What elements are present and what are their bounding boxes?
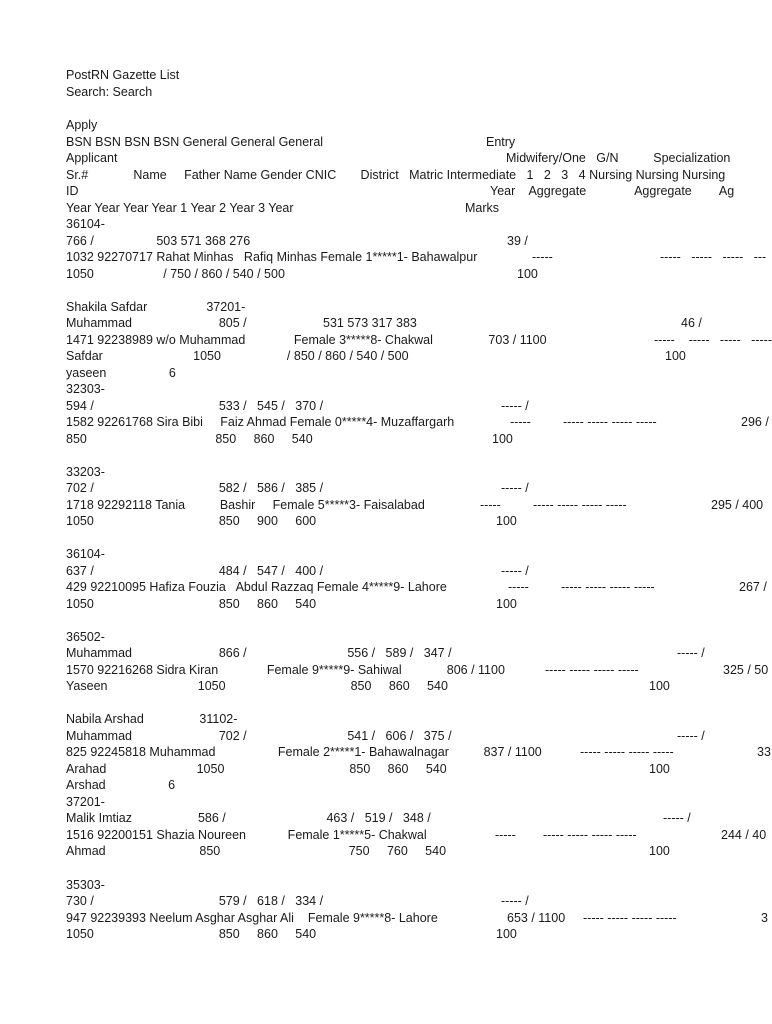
- record-line: Malik Imtiaz 586 / 463 / 519 / 348 /: [66, 811, 431, 825]
- record-value: 267 /: [739, 580, 767, 594]
- record-value: 46 /: [681, 316, 702, 330]
- record-line: Muhammad 805 / 531 573 317 383: [66, 316, 417, 330]
- record-line: 1050 / 750 / 860 / 540 / 500: [66, 267, 285, 281]
- record-line: 766 / 503 571 368 276: [66, 234, 251, 248]
- record-value: ----- ----- ----- -----: [654, 333, 772, 347]
- record-value: 296 /: [741, 415, 769, 429]
- record-value: ----- /: [677, 646, 705, 660]
- record-value: ----- ----- ----- -----: [563, 415, 657, 429]
- record-value: 100: [649, 762, 670, 776]
- record-value: 100: [496, 927, 517, 941]
- header-entry: Entry: [486, 135, 516, 149]
- header-midwifery: Midwifery/One G/N Specialization: [506, 151, 731, 165]
- record-value: ----- /: [677, 729, 705, 743]
- record-value: 100: [665, 349, 686, 363]
- record-line: 850 850 860 540: [66, 432, 313, 446]
- record-value: ----- ----- ----- -----: [583, 911, 677, 925]
- record-value: ----- /: [501, 481, 529, 495]
- record-value: 100: [649, 844, 670, 858]
- record-value: 295 / 400: [711, 498, 764, 512]
- record-value: ----- ----- ----- -----: [533, 498, 627, 512]
- record-value: 100: [496, 514, 517, 528]
- record-value: ----- ----- ----- -----: [561, 580, 655, 594]
- record-value: ----- /: [501, 894, 529, 908]
- record-value: 325 / 50: [723, 663, 769, 677]
- record-line: Arahad 1050 850 860 540: [66, 762, 447, 776]
- record-value: 100: [649, 679, 670, 693]
- record-value: 653 / 1100: [507, 911, 566, 925]
- header-columns: Sr.# Name Father Name Gender CNIC District Matric Intermediate 1 2 3 4 Nursing Nursing Nursing: [66, 168, 726, 182]
- record-value: -----: [495, 828, 516, 842]
- record-value: -----: [510, 415, 531, 429]
- record-value: ----- ----- ----- -----: [543, 828, 637, 842]
- record-line: 36104-: [66, 547, 105, 561]
- record-value: ----- ----- ----- ---: [660, 250, 767, 264]
- record-line: Arshad 6: [66, 778, 176, 792]
- record-value: ----- ----- ----- -----: [580, 745, 674, 759]
- record-line: 825 92245818 Muhammad Female 2*****1- Bahawalnagar 837 / 1100: [66, 745, 542, 759]
- record-line: 36104-: [66, 217, 105, 231]
- record-line: 1718 92292118 Tania Bashir Female 5*****3- Faisalabad: [66, 498, 425, 512]
- record-line: 1050 850 860 540: [66, 927, 317, 941]
- record-line: 429 92210095 Hafiza Fouzia Abdul Razzaq Female 4*****9- Lahore: [66, 580, 447, 594]
- record-value: 39 /: [507, 234, 528, 248]
- record-line: Shakila Safdar 37201-: [66, 300, 246, 314]
- record-line: 35303-: [66, 878, 105, 892]
- record-line: 1570 92216268 Sidra Kiran Female 9*****9- Sahiwal 806 / 1100: [66, 663, 505, 677]
- record-line: Ahmad 850 750 760 540: [66, 844, 447, 858]
- record-line: 33203-: [66, 465, 105, 479]
- record-line: 730 / 579 / 618 / 334 /: [66, 894, 324, 908]
- header-years: Year Year Year Year 1 Year 2 Year 3 Year: [66, 201, 294, 215]
- record-value: -----: [508, 580, 529, 594]
- header-apply: Apply: [66, 118, 98, 132]
- record-value: ----- ----- ----- -----: [545, 663, 639, 677]
- document-title: PostRN Gazette List: [66, 68, 180, 82]
- record-line: 1516 92200151 Shazia Noureen Female 1*****5- Chakwal: [66, 828, 427, 842]
- record-value: 100: [492, 432, 513, 446]
- record-line: Muhammad 866 / 556 / 589 / 347 /: [66, 646, 452, 660]
- record-line: Nabila Arshad 31102-: [66, 712, 238, 726]
- record-value: 33: [757, 745, 771, 759]
- record-line: 1032 92270717 Rahat Minhas Rafiq Minhas Female 1*****1- Bahawalpur: [66, 250, 478, 264]
- record-value: ----- /: [663, 811, 691, 825]
- record-line: 594 / 533 / 545 / 370 /: [66, 399, 324, 413]
- record-line: yaseen 6: [66, 366, 176, 380]
- record-value: ----- /: [501, 564, 529, 578]
- record-line: Muhammad 702 / 541 / 606 / 375 /: [66, 729, 452, 743]
- record-line: 37201-: [66, 795, 105, 809]
- record-line: 947 92239393 Neelum Asghar Asghar Ali Female 9*****8- Lahore: [66, 911, 438, 925]
- record-line: 1471 92238989 w/o Muhammad Female 3*****8- Chakwal 703 / 1100: [66, 333, 547, 347]
- record-line: 1582 92261768 Sira Bibi Faiz Ahmad Female 0*****4- Muzaffargarh: [66, 415, 455, 429]
- record-line: 637 / 484 / 547 / 400 /: [66, 564, 324, 578]
- header-id: ID: [66, 184, 79, 198]
- header-marks: Marks: [465, 201, 500, 215]
- record-value: 100: [517, 267, 538, 281]
- header-aggregate: Year Aggregate Aggregate Ag: [490, 184, 735, 198]
- record-value: -----: [532, 250, 553, 264]
- record-line: 1050 850 860 540: [66, 597, 317, 611]
- record-value: 100: [496, 597, 517, 611]
- record-line: 1050 850 900 600: [66, 514, 317, 528]
- record-line: 36502-: [66, 630, 105, 644]
- search-label: Search: Search: [66, 85, 153, 99]
- record-value: ----- /: [501, 399, 529, 413]
- record-line: Yaseen 1050 850 860 540: [66, 679, 448, 693]
- record-value: 3: [761, 911, 768, 925]
- header-bsn-general: BSN BSN BSN BSN General General General: [66, 135, 324, 149]
- record-line: 32303-: [66, 382, 105, 396]
- record-line: Safdar 1050 / 850 / 860 / 540 / 500: [66, 349, 409, 363]
- header-applicant: Applicant: [66, 151, 118, 165]
- record-line: 702 / 582 / 586 / 385 /: [66, 481, 324, 495]
- record-value: -----: [480, 498, 501, 512]
- record-value: 244 / 40: [721, 828, 767, 842]
